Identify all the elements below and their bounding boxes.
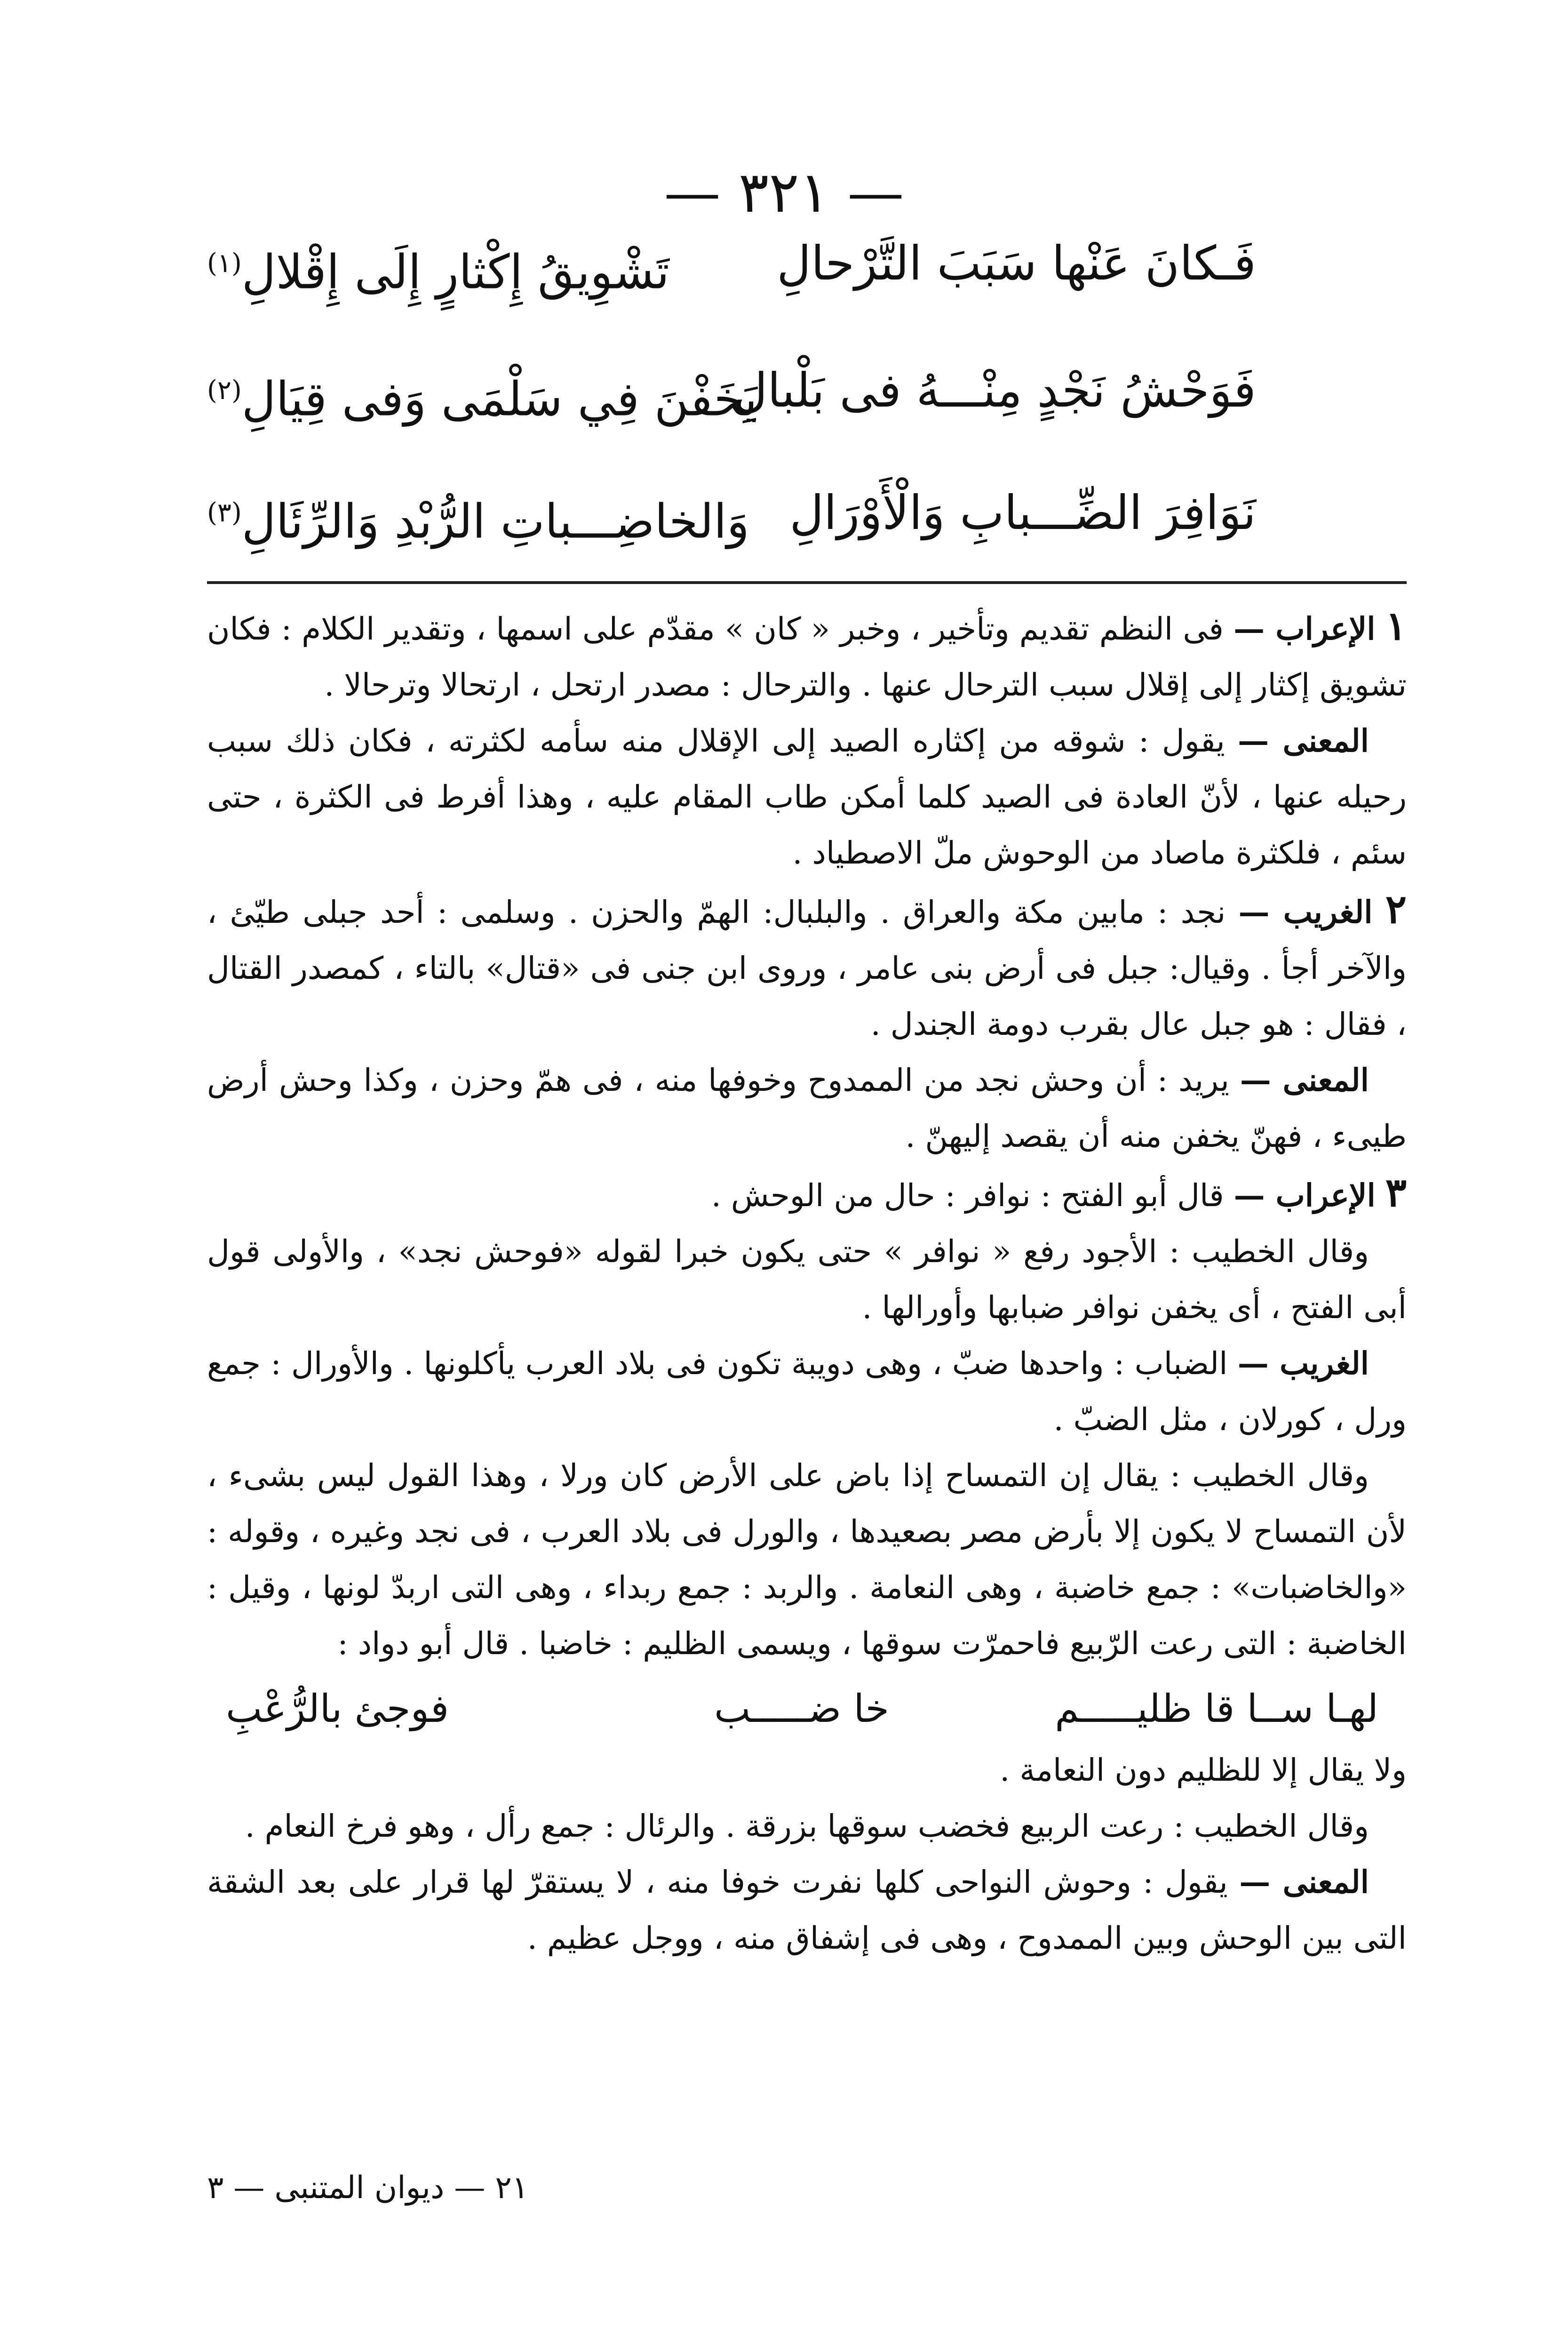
note-text: الضباب : واحدها ضبّ ، وهى دويبة تكون فى بلاد العرب يأكلونها . والأورال : جمع ورل ، كورلان ، مثل الضبّ . <box>207 1345 1407 1438</box>
note-2-meaning <box>207 1052 1407 1164</box>
section-term: المعنى — <box>1240 1062 1369 1098</box>
verse-2-second-hemistich-text: يَخَفْنَ فِي سَلْمَى وَفى قِيَالِ <box>241 371 757 427</box>
note-text: يريد : أن وحش نجد من الممدوح وخوفها منه ، فى همّ وحزن ، وكذا وحش أرض طيىء ، فهنّ يخفن منه أن يقصد إليهنّ . <box>207 1062 1407 1154</box>
verse-1-first-hemistich: فَـكانَ عَنْها سَبَبَ التَّرْحالِ <box>777 236 1256 291</box>
page-number: — ٣٢١ — <box>664 160 904 225</box>
note-text: نجد : مابين مكة والعراق . والبلبال: الهمّ والحزن . وسلمى : أحد جبلى طيّئ ، والآخر أجأ . وقيال: جبل فى أرض بنى عامر ، وروى ابن جنى فى «قتال» بالتاء ، كمصدر القتال ، فقال : هو جبل عال بقرب دومة الجندل . <box>207 894 1407 1042</box>
note-2-gharib <box>207 881 1407 1052</box>
section-term: الغريب — <box>1238 894 1373 930</box>
note-3-gharib <box>207 1336 1407 1448</box>
note-3-khatib: وقال الخطيب : الأجود رفع « نوافر » حتى يكون خبرا لقوله «فوحش نجد» ، والأولى قول أبى الفتح ، أى يخفن نوافر ضبابها وأورالها . <box>207 1233 1407 1326</box>
verse-3-second-hemistich <box>207 471 749 564</box>
footnote-ref-1: (١) <box>207 248 242 279</box>
page-footer: ٢١ — ديوان المتنبى — ٣ <box>207 2169 529 2206</box>
verse-2-first-hemistich: فَوَحْشُ نَجْدٍ مِنْـــهُ فى بَلْبالِ <box>733 363 1256 418</box>
separator-rule <box>207 581 1407 584</box>
footnote-ref-2: (٢) <box>207 375 242 406</box>
quoted-verse-part-2: خا ضـــــب <box>714 1687 889 1731</box>
verse-2 <box>207 348 1256 433</box>
footnote-ref-3: (٣) <box>207 497 242 528</box>
note-3-remark: ولا يقال إلا للظليم دون النعامة . <box>1000 1752 1407 1788</box>
verse-1 <box>207 221 1256 306</box>
verse-3-second-hemistich-text: وَالخاضِـــباتِ الرُّبْدِ وَالرِّئَالِ <box>241 494 749 549</box>
section-term: المعنى — <box>1239 1864 1369 1900</box>
quoted-verse-part-3: فوجئ بالرُّعْبِ <box>226 1687 449 1731</box>
note-3-khatib-3: وقال الخطيب : رعت الربيع فخضب سوقها بزرقة . والرئال : جمع رأل ، وهو فرخ النعام . <box>245 1808 1369 1844</box>
section-term: الإعراب — <box>1234 610 1376 647</box>
verse-2-second-hemistich <box>207 348 757 441</box>
note-text: فى النظم تقديم وتأخير ، وخبر « كان » مقدّم على اسمها ، وتقدير الكلام : فكان تشويق إكثار إلى إقلال سبب الترحال عنها . والترحال : مصدر ارتحل ، ارتحالا وترحالا . <box>207 611 1407 703</box>
commentary <box>207 598 1407 1966</box>
section-term: المعنى — <box>1238 722 1369 759</box>
note-3-irab <box>207 1164 1407 1224</box>
note-number: ٣ <box>1385 1169 1407 1216</box>
note-text: قال أبو الفتح : نوافر : حال من الوحش . <box>711 1177 1224 1214</box>
section-term: الغريب — <box>1237 1345 1369 1382</box>
verse-1-second-hemistich <box>207 221 669 314</box>
note-1-irab <box>207 598 1407 713</box>
verse-3-first-hemistich: نَوَافِرَ الضِّـــبابِ وَالْأَوْرَالِ <box>789 485 1256 540</box>
verse-3 <box>207 471 1256 555</box>
section-term: الإعراب — <box>1234 1177 1376 1214</box>
note-text: يقول : شوقه من إكثاره الصيد إلى الإقلال منه سأمه لكثرته ، فكان ذلك سبب رحيله عنها ، لأنّ العادة فى الصيد كلما أمكن طاب المقام عليه ، وهذا أفرط فى الكثرة ، حتى سئم ، فلكثرة ماصاد من الوحوش ملّ الاصطياد . <box>207 723 1407 871</box>
note-number: ٢ <box>1385 886 1407 932</box>
quoted-verse-part-1: لهـا ســا قا ظليـــــم <box>1055 1687 1378 1731</box>
note-3-khatib-2: وقال الخطيب : يقال إن التمساح إذا باض على الأرض كان ورلا ، وهذا القول ليس بشىء ، لأن التمساح لا يكون إلا بأرض مصر بصعيدها ، والورل فى بلاد العرب ، فى نجد وغيره ، وقوله : «والخاضبات» : جمع خاضبة ، وهى النعامة . والربد : جمع ربداء ، وهى التى اربدّ لونها ، وقيل : الخاضبة : التى رعت الرّبيع فاحمرّت سوقها ، ويسمى الظليم : خاضبا . قال أبو دواد : <box>207 1457 1407 1662</box>
verse-1-second-hemistich-text: تَشْوِيقُ إِكْثارٍ إِلَى إِقْلالِ <box>241 244 669 300</box>
quoted-verse <box>207 1672 1407 1742</box>
note-3-meaning <box>207 1854 1407 1966</box>
note-1-meaning <box>207 713 1407 881</box>
note-number: ١ <box>1385 602 1407 649</box>
note-text: يقول : وحوش النواحى كلها نفرت خوفا منه ، لا يستقرّ لها قرار على بعد الشقة التى بين الوحش وبين الممدوح ، وهى فى إشفاق منه ، ووجل عظيم . <box>207 1864 1407 1956</box>
